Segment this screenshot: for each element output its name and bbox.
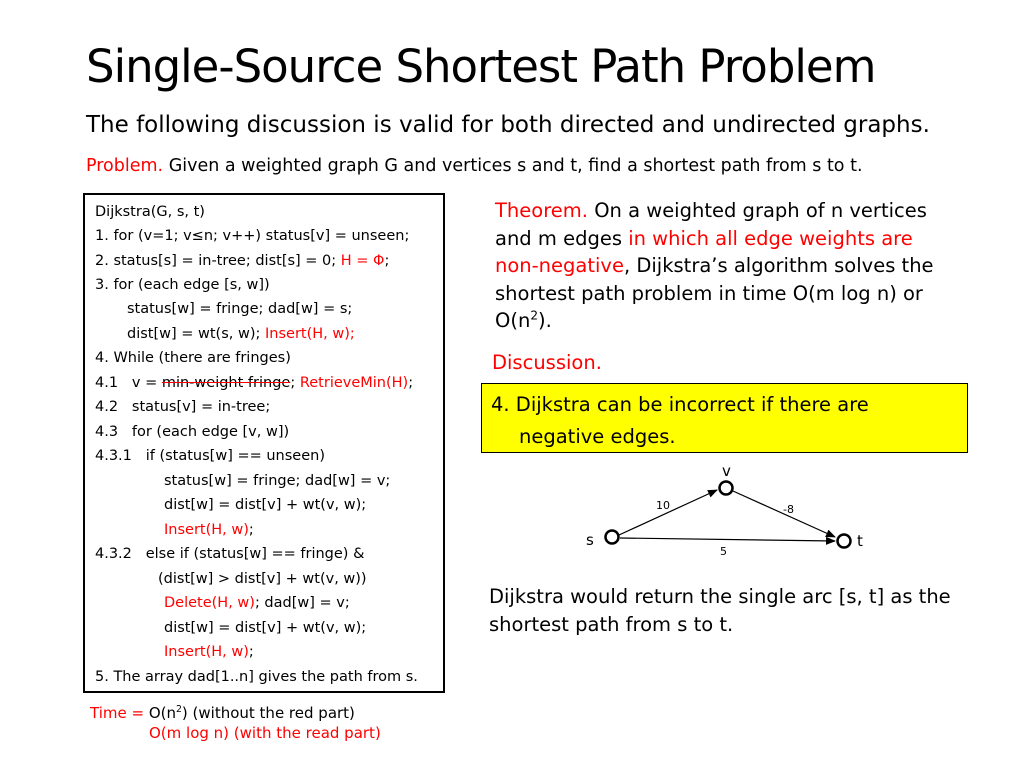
- highlight-line-1: 4. Dijkstra can be incorrect if there are: [491, 393, 869, 416]
- node-v: [720, 482, 733, 495]
- algo-step-4-3-2: 4.3.2 else if (status[w] == fringe) &: [95, 546, 365, 562]
- algo-step-4-3-2a: [164, 593, 350, 613]
- highlight-line-2: negative edges.: [519, 425, 676, 448]
- node-v-label: v: [722, 462, 731, 480]
- algo-step-4-3-2c: [164, 642, 254, 662]
- node-t: [838, 535, 851, 548]
- slide-title: Single-Source Shortest Path Problem: [86, 40, 876, 93]
- algo-step-4-3-1a: status[w] = fringe; dad[w] = v;: [164, 473, 391, 489]
- highlight-box: [481, 383, 968, 453]
- algo-step-4-3-1b: dist[w] = dist[v] + wt(v, w);: [164, 497, 367, 513]
- problem-text: Given a weighted graph G and vertices s and t, find a shortest path from s to t.: [168, 156, 863, 176]
- theorem-text-2: , Dijkstra’s algorithm solves the shortest path problem in time O(m log n) or O(n: [495, 254, 934, 332]
- problem-label: Problem.: [86, 156, 164, 176]
- algo-step-2: [95, 251, 389, 271]
- time-complexity-line-1: [90, 704, 355, 722]
- slide-subtitle: The following discussion is valid for both directed and undirected graphs.: [86, 112, 930, 138]
- time-base: O(n: [148, 704, 176, 722]
- theorem-label: Theorem.: [495, 199, 588, 222]
- algo-step-4-1-struck: min-weight fringe: [161, 375, 291, 391]
- theorem-text-3: ).: [538, 309, 552, 332]
- time-complexity-line-2: O(m log n) (with the read part): [149, 724, 381, 742]
- discussion-label: Discussion.: [492, 351, 602, 374]
- edge-s-t-weight: 5: [720, 545, 727, 558]
- algo-step-3b-text: dist[w] = wt(s, w);: [127, 326, 261, 342]
- algo-step-4-3-2c-end: ;: [248, 644, 254, 660]
- example-graph: [570, 455, 890, 575]
- algo-step-4-1: [95, 373, 413, 393]
- node-s-label: s: [586, 531, 594, 549]
- algo-step-4-3: 4.3 for (each edge [v, w]): [95, 424, 290, 440]
- algo-header: Dijkstra(G, s, t): [95, 204, 205, 220]
- node-t-label: t: [857, 532, 863, 550]
- algo-step-4-2: 4.2 status[v] = in-tree;: [95, 399, 271, 415]
- algo-step-4-1-red: RetrieveMin(H): [299, 375, 409, 391]
- problem-statement: [86, 156, 863, 176]
- edge-s-v-weight: 10: [656, 499, 670, 512]
- algo-step-4-3-2a-red: Delete(H, w): [164, 595, 255, 611]
- algo-step-2-end: ;: [384, 253, 390, 269]
- node-s: [606, 531, 619, 544]
- time-rest: ) (without the red part): [181, 704, 355, 722]
- algo-step-4-1-semicolon: ;: [290, 375, 296, 391]
- algo-step-3b-red: Insert(H, w);: [265, 326, 355, 342]
- algo-step-4-1-end: ;: [408, 375, 414, 391]
- algo-step-4-3-2-cond: (dist[w] > dist[v] + wt(v, w)): [158, 571, 367, 587]
- algo-step-4-3-2a-text: ; dad[w] = v;: [254, 595, 350, 611]
- algo-step-3a: status[w] = fringe; dad[w] = s;: [127, 301, 353, 317]
- algo-step-4-3-1c-end: ;: [248, 522, 254, 538]
- theorem-exponent: 2: [530, 308, 539, 323]
- dijkstra-pseudocode-box: [83, 193, 445, 693]
- time-label: Time =: [90, 704, 145, 722]
- edge-s-v: [619, 490, 717, 535]
- theorem-text-1: On a weighted graph of n vertices and m edges: [495, 199, 927, 250]
- algo-step-4-3-2c-red: Insert(H, w): [164, 644, 249, 660]
- algo-step-3b: [127, 324, 355, 344]
- algo-step-2-text: 2. status[s] = in-tree; dist[s] = 0;: [95, 253, 337, 269]
- algo-step-4-1-prefix: 4.1 v =: [95, 375, 158, 391]
- algo-step-1: 1. for (v=1; v≤n; v++) status[v] = unseen;: [95, 228, 410, 244]
- algo-step-4-3-1c-red: Insert(H, w): [164, 522, 249, 538]
- edge-s-t: [620, 538, 835, 541]
- edge-v-t-weight: -8: [783, 503, 794, 516]
- time-exponent: 2: [176, 704, 182, 715]
- theorem-text: [495, 197, 955, 335]
- algo-step-3: 3. for (each edge [s, w]): [95, 277, 270, 293]
- conclusion-text: Dijkstra would return the single arc [s, t] as the shortest path from s to t.: [489, 585, 951, 636]
- algo-step-4-3-1c: [164, 520, 254, 540]
- algo-step-5: 5. The array dad[1..n] gives the path from s.: [95, 669, 418, 685]
- algo-step-4-3-2b: dist[w] = dist[v] + wt(v, w);: [164, 620, 367, 636]
- algo-step-2-red: H = Φ: [340, 253, 385, 269]
- algo-step-4: 4. While (there are fringes): [95, 350, 291, 366]
- algo-step-4-3-1: 4.3.1 if (status[w] == unseen): [95, 448, 325, 464]
- theorem-red-condition: in which all edge weights are non-negative: [495, 226, 913, 277]
